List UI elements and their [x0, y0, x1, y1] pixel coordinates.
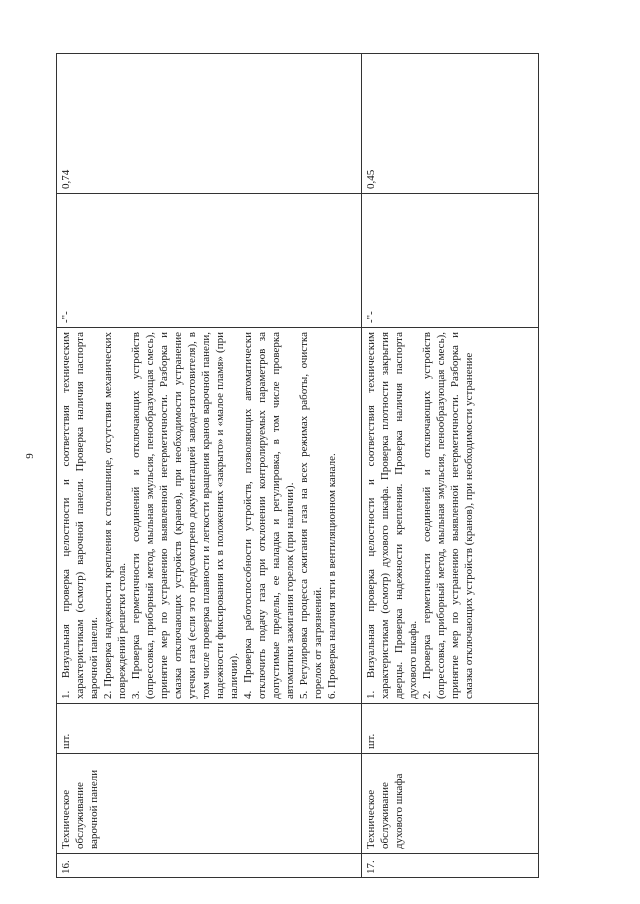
task-item: 1. Визуальная проверка целостности и соответствия техническим характеристикам (осмотр) духового шкафа. Проверка плотности закрытия дверцы. Проверка надежности крепления. Проверка наличия паспорта духового шкафа.	[365, 332, 419, 699]
page-number: 9	[24, 453, 36, 459]
task-item: 1. Визуальная проверка целостности и соответствия техническим характеристикам (осмотр) варочной панели. Проверка наличия паспорта варочной панели.	[60, 332, 100, 699]
task-item: 6. Проверка наличия тяги в вентиляционном канале.	[326, 453, 338, 699]
task-item: 2. Проверка герметичности соединений и отключающих устройств (опрессовка, приборный метод, мыльная эмульсия, пенообразующая смесь), принятие мер по устранению выявленной негерметичности. Разборка и смазка отключающих устройств (кранов), при необходимости устранение	[421, 332, 475, 699]
unit-cell: шт.	[362, 704, 539, 754]
value-cell: 0,45	[362, 54, 539, 194]
task-item: 4. Проверка работоспособности устройств, позволяющих автоматически отключить подачу газа при отклонении контролируемых параметров за допустимые пределы, ее наладка и регулировка, в том числе проверка автоматики зажигания горелок (при наличии).	[242, 332, 296, 699]
unit-cell: шт.	[57, 704, 362, 754]
task-item: 2. Проверка надежности крепления к столешнице, отсутствия механических повреждений решетки стола.	[102, 332, 128, 699]
norm-cell: -"-	[362, 194, 539, 328]
rotated-page-content	[56, 54, 608, 878]
value-cell: 0,74	[57, 54, 362, 194]
task-item: 5. Регулировка процесса сжигания газа на всех режимах работы, очистка горелок от загрязнений.	[298, 332, 324, 699]
task-list	[57, 328, 362, 704]
service-table	[56, 53, 539, 878]
work-name: Техническое обслуживание варочной панели	[57, 754, 362, 854]
task-item: 3. Проверка герметичности соединений и отключающих устройств (опрессовка, приборный метод, мыльная эмульсия, пенообразующая смесь), принятие мер по устранению выявленной негерметичности. Разборка и смазка отключающих устройств (кранов), при необходимости устранение утечки газа (если это предусмотрено документацией завода-изготовителя), в том числе проверка плавности и легкости вращения кранов варочной панели, надежности фиксирования их в положениях «закрыто» и «малое пламя» (при наличии).	[130, 332, 240, 699]
row-number: 16.	[57, 854, 362, 878]
work-name: Техническое обслуживание духового шкафа	[362, 754, 539, 854]
table-row	[57, 54, 362, 878]
task-list	[362, 328, 539, 704]
table-row	[362, 54, 539, 878]
row-number: 17.	[362, 854, 539, 878]
norm-cell: -"-	[57, 194, 362, 328]
